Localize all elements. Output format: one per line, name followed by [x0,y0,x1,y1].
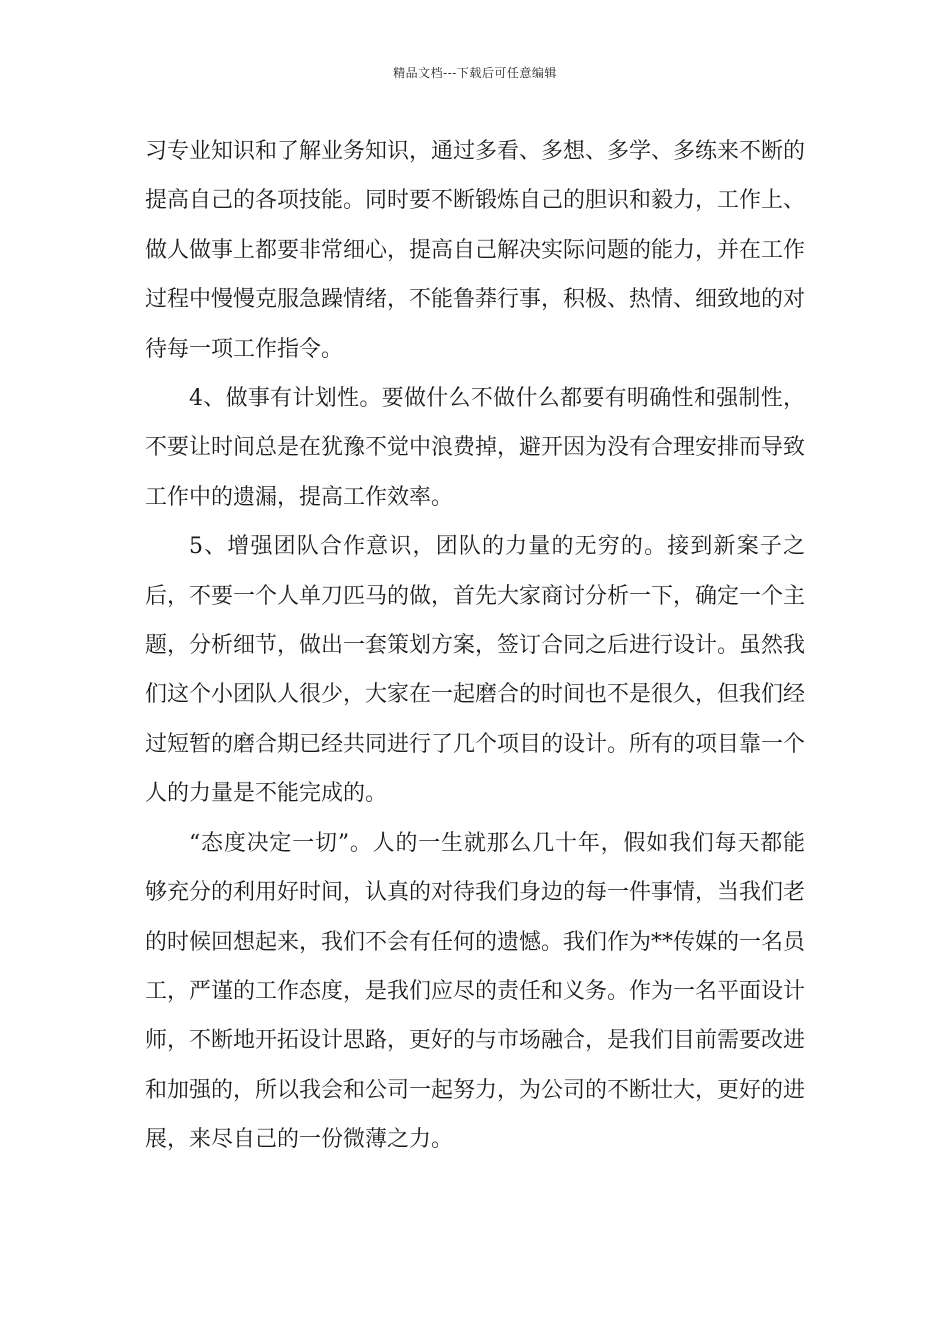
paragraph-conclusion: “态度决定一切”。人的一生就那么几十年，假如我们每天都能够充分的利用好时间，认真的对待我们身边的每一件事情，当我们老的时候回想起来，我们不会有任何的遗憾。我们作为**传媒的一名员工，严谨的工作态度，是我们应尽的责任和义务。作为一名平面设计师，不断地开拓设计思路，更好的与市场融合，是我们目前需要改进和加强的，所以我会和公司一起努力，为公司的不断壮大，更好的进展，来尽自己的一份微薄之力。 [145,830,806,1153]
paragraph-continuation: 习专业知识和了解业务知识，通过多看、多想、多学、多练来不断的提高自己的各项技能。同时要不断锻炼自己的胆识和毅力，工作上、做人做事上都要非常细心，提高自己解决实际问题的能力，并在工作过程中慢慢克服急躁情绪，不能鲁莽行事，积极、热情、细致地的对待每一项工作指令。 [145,139,806,362]
document-body [145,127,805,1165]
page-header: 精品文档---下载后可任意编辑 [393,66,557,80]
paragraph-item-5: 5、增强团队合作意识，团队的力量的无穷的。接到新案子之后，不要一个人单刀匹马的做，首先大家商讨分析一下，确定一个主题，分析细节，做出一套策划方案，签订合同之后进行设计。虽然我们这个小团队人很少，大家在一起磨合的时间也不是很久，但我们经过短暂的磨合期已经共同进行了几个项目的设计。所有的项目靠一个人的力量是不能完成的。 [145,534,806,807]
paragraph-item-4: 4、做事有计划性。要做什么不做什么都要有明确性和强制性，不要让时间总是在犹豫不觉中浪费掉，避开因为没有合理安排而导致工作中的遗漏，提高工作效率。 [145,386,806,510]
